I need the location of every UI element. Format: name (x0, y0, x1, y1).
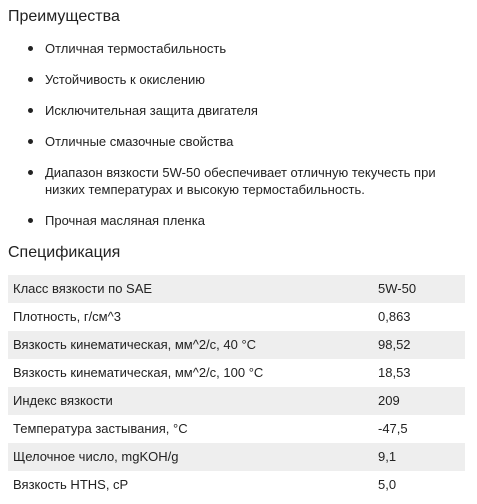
table-row (8, 359, 465, 387)
bullet-icon (28, 77, 33, 82)
list-item (0, 102, 477, 119)
spec-value-cell: 98,52 (373, 331, 465, 359)
spec-name-cell: Индекс вязкости (8, 387, 373, 415)
specification-heading: Спецификация (8, 244, 121, 261)
spec-value-cell: 5W-50 (373, 275, 465, 303)
spec-value-cell: 0,863 (373, 303, 465, 331)
spec-name-cell: Вязкость кинематическая, мм^2/с, 40 °С (8, 331, 373, 359)
list-item-text: Устойчивость к окислению (45, 72, 206, 87)
list-item (0, 133, 477, 150)
bullet-icon (28, 139, 33, 144)
table-row (8, 303, 465, 331)
table-row (8, 443, 465, 471)
spec-value-cell: 9,1 (373, 443, 465, 471)
list-item-text: Отличные смазочные свойства (45, 134, 234, 149)
bullet-icon (28, 218, 33, 223)
benefits-heading: Преимущества (8, 8, 120, 25)
table-row (8, 275, 465, 303)
spec-value-cell: -47,5 (373, 415, 465, 443)
list-item-text: Отличная термостабильность (45, 41, 227, 56)
spec-value-cell: 5,0 (373, 471, 465, 499)
benefits-list (0, 40, 477, 243)
table-row (8, 415, 465, 443)
table-row (8, 387, 465, 415)
spec-name-cell: Вязкость кинематическая, мм^2/с, 100 °С (8, 359, 373, 387)
list-item-text: Диапазон вязкости 5W-50 обеспечивает отличную текучесть при низких температурах и высокую термостабильность. (45, 165, 436, 197)
list-item-text: Исключительная защита двигателя (45, 103, 258, 118)
spec-name-cell: Щелочное число, mgKOH/g (8, 443, 373, 471)
spec-name-cell: Вязкость HTHS, сР (8, 471, 373, 499)
table-row (8, 331, 465, 359)
bullet-icon (28, 108, 33, 113)
spec-name-cell: Плотность, г/см^3 (8, 303, 373, 331)
list-item (0, 40, 477, 57)
list-item (0, 212, 477, 229)
spec-value-cell: 18,53 (373, 359, 465, 387)
spec-name-cell: Класс вязкости по SAE (8, 275, 373, 303)
bullet-icon (28, 46, 33, 51)
list-item (0, 164, 477, 198)
table-row (8, 471, 465, 499)
spec-name-cell: Температура застывания, °С (8, 415, 373, 443)
bullet-icon (28, 170, 33, 175)
spec-value-cell: 209 (373, 387, 465, 415)
specification-table (8, 275, 465, 499)
list-item-text: Прочная масляная пленка (45, 213, 205, 228)
list-item (0, 71, 477, 88)
